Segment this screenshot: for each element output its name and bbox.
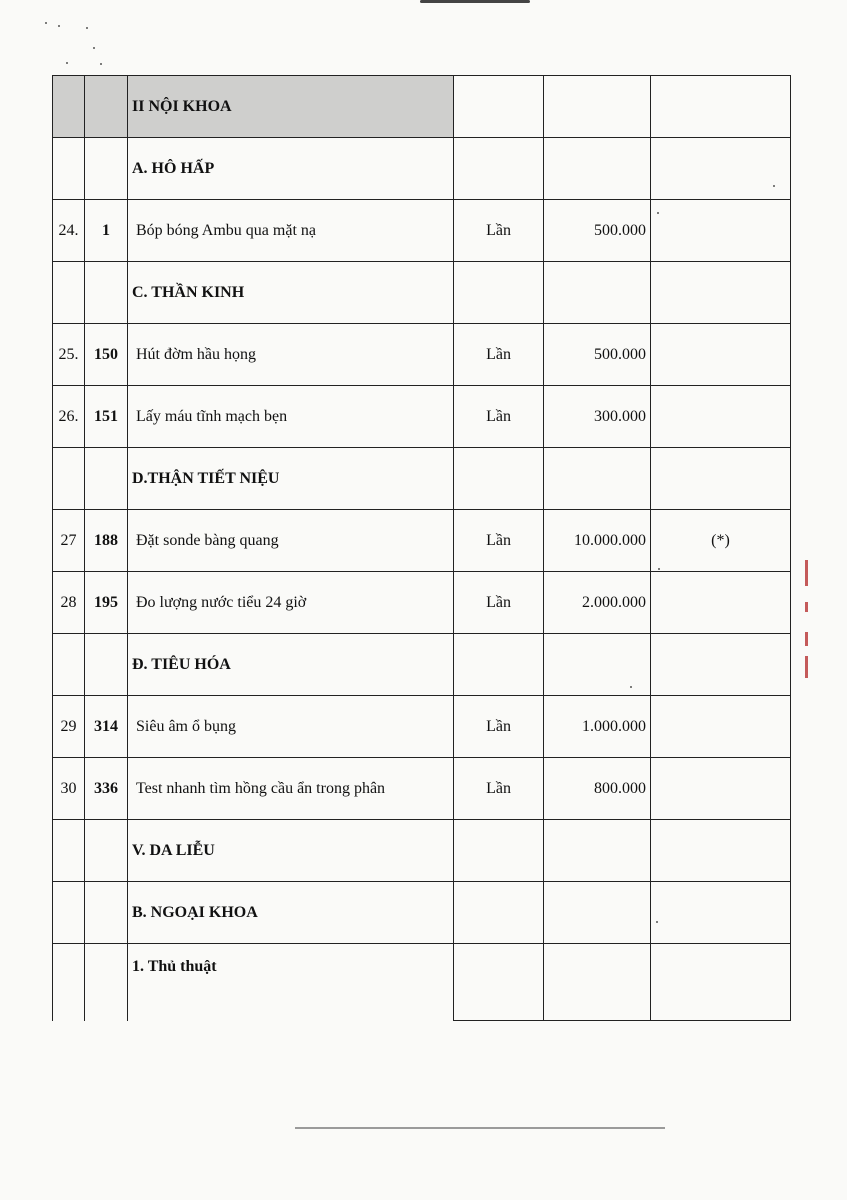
section-heading-row [53, 76, 791, 138]
note-cell [651, 386, 791, 448]
service-code-cell: 1 [85, 200, 128, 262]
row-number-cell: 25. [53, 324, 85, 386]
service-code-cell: 151 [85, 386, 128, 448]
row-number-cell: 29 [53, 696, 85, 758]
price-cell [544, 882, 651, 944]
unit-cell [454, 820, 544, 882]
row-number-cell: 28 [53, 572, 85, 634]
price-cell [544, 820, 651, 882]
unit-cell [454, 882, 544, 944]
section-title-cell: A. HÔ HẤP [128, 138, 454, 200]
unit-cell: Lần [454, 696, 544, 758]
price-cell: 2.000.000 [544, 572, 651, 634]
scan-speck [93, 47, 95, 49]
service-code-cell [85, 820, 128, 882]
margin-ink-marks [801, 560, 815, 690]
price-cell [544, 634, 651, 696]
section-title-cell: II NỘI KHOA [128, 76, 454, 138]
section-heading-row [53, 944, 791, 1021]
service-code-cell [85, 76, 128, 138]
unit-cell: Lần [454, 510, 544, 572]
note-cell [651, 944, 791, 1021]
service-code-cell [85, 448, 128, 510]
scan-speck [66, 62, 68, 64]
price-cell [544, 262, 651, 324]
row-number-cell: 30 [53, 758, 85, 820]
note-cell [651, 448, 791, 510]
service-code-cell: 150 [85, 324, 128, 386]
note-cell [651, 696, 791, 758]
service-name-cell: Lấy máu tĩnh mạch bẹn [128, 386, 454, 448]
service-code-cell: 314 [85, 696, 128, 758]
scan-speck [100, 63, 102, 65]
row-number-cell [53, 262, 85, 324]
unit-cell: Lần [454, 200, 544, 262]
section-title-cell: Đ. TIÊU HÓA [128, 634, 454, 696]
service-name-cell: Đặt sonde bàng quang [128, 510, 454, 572]
note-cell: (*) [651, 510, 791, 572]
scan-bottom-line [295, 1127, 665, 1129]
section-heading-row [53, 882, 791, 944]
unit-cell: Lần [454, 386, 544, 448]
table-row [53, 386, 791, 448]
note-cell [651, 262, 791, 324]
service-code-cell: 188 [85, 510, 128, 572]
table-row [53, 324, 791, 386]
service-code-cell: 195 [85, 572, 128, 634]
note-cell [651, 572, 791, 634]
unit-cell: Lần [454, 758, 544, 820]
unit-cell: Lần [454, 324, 544, 386]
section-heading-row [53, 262, 791, 324]
service-name-cell: Hút đờm hầu họng [128, 324, 454, 386]
service-name-cell: Siêu âm ổ bụng [128, 696, 454, 758]
table-row [53, 200, 791, 262]
section-heading-row [53, 138, 791, 200]
fee-table-body [53, 76, 791, 1021]
price-cell: 500.000 [544, 200, 651, 262]
price-cell: 1.000.000 [544, 696, 651, 758]
note-cell [651, 200, 791, 262]
table-row [53, 510, 791, 572]
unit-cell [454, 634, 544, 696]
row-number-cell [53, 882, 85, 944]
service-code-cell [85, 882, 128, 944]
section-heading-row [53, 634, 791, 696]
service-code-cell [85, 944, 128, 1021]
service-code-cell [85, 634, 128, 696]
row-number-cell [53, 634, 85, 696]
service-code-cell: 336 [85, 758, 128, 820]
price-cell [544, 76, 651, 138]
scan-speck [86, 27, 88, 29]
price-cell: 300.000 [544, 386, 651, 448]
section-title-cell: D.THẬN TIẾT NIỆU [128, 448, 454, 510]
price-cell: 800.000 [544, 758, 651, 820]
unit-cell [454, 944, 544, 1021]
row-number-cell [53, 138, 85, 200]
price-cell: 500.000 [544, 324, 651, 386]
row-number-cell: 26. [53, 386, 85, 448]
row-number-cell [53, 944, 85, 1021]
unit-cell [454, 138, 544, 200]
table-row [53, 572, 791, 634]
unit-cell [454, 76, 544, 138]
service-name-cell: Test nhanh tìm hồng cầu ẩn trong phân [128, 758, 454, 820]
row-number-cell: 27 [53, 510, 85, 572]
section-title-cell: C. THẦN KINH [128, 262, 454, 324]
price-cell [544, 138, 651, 200]
section-heading-row [53, 448, 791, 510]
price-cell: 10.000.000 [544, 510, 651, 572]
service-name-cell: Bóp bóng Ambu qua mặt nạ [128, 200, 454, 262]
price-cell [544, 944, 651, 1021]
row-number-cell [53, 76, 85, 138]
row-number-cell [53, 448, 85, 510]
note-cell [651, 758, 791, 820]
note-cell [651, 324, 791, 386]
row-number-cell: 24. [53, 200, 85, 262]
note-cell [651, 882, 791, 944]
section-title-cell: B. NGOẠI KHOA [128, 882, 454, 944]
unit-cell [454, 448, 544, 510]
section-title-cell: V. DA LIỄU [128, 820, 454, 882]
table-row [53, 758, 791, 820]
note-cell [651, 820, 791, 882]
scan-edge-mark [420, 0, 530, 3]
section-title-cell: 1. Thủ thuật [128, 944, 454, 1021]
unit-cell [454, 262, 544, 324]
scan-speck [58, 25, 60, 27]
note-cell [651, 138, 791, 200]
scan-speck [45, 22, 47, 24]
section-heading-row [53, 820, 791, 882]
unit-cell: Lần [454, 572, 544, 634]
table-row [53, 696, 791, 758]
service-name-cell: Đo lượng nước tiểu 24 giờ [128, 572, 454, 634]
note-cell [651, 76, 791, 138]
fee-table [52, 75, 791, 1021]
note-cell [651, 634, 791, 696]
price-cell [544, 448, 651, 510]
service-code-cell [85, 262, 128, 324]
row-number-cell [53, 820, 85, 882]
service-code-cell [85, 138, 128, 200]
